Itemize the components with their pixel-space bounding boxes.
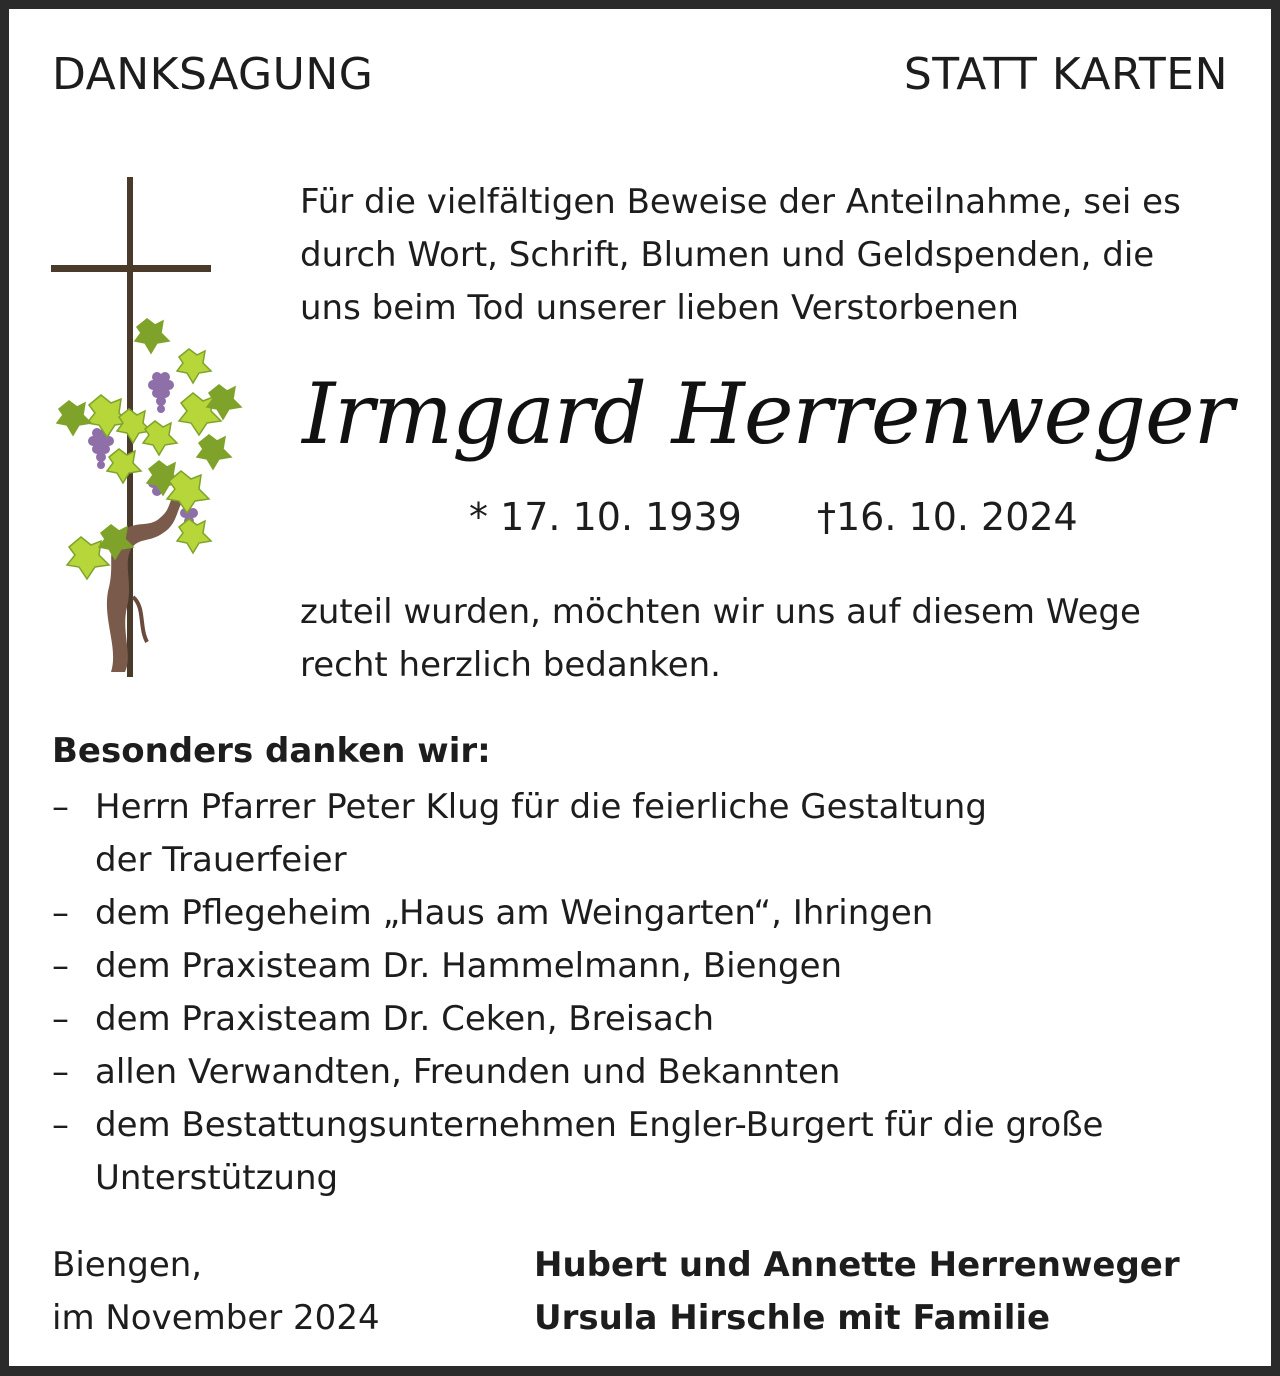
thanks-list xyxy=(52,781,1252,1205)
list-item-line: Herrn Pfarrer Peter Klug für die feierliche Gestaltung xyxy=(95,787,987,827)
intro-line: uns beim Tod unserer lieben Verstorbenen xyxy=(300,288,1019,328)
dash-bullet: – xyxy=(52,893,69,933)
obituary-card xyxy=(9,9,1271,1366)
place-date xyxy=(52,1239,380,1345)
dash-bullet: – xyxy=(52,946,69,986)
intro-text xyxy=(300,176,1245,335)
thanks-heading: Besonders danken wir: xyxy=(52,731,491,771)
date-line: im November 2024 xyxy=(52,1298,380,1338)
list-item-line: der Trauerfeier xyxy=(95,840,347,880)
signer-line: Hubert und Annette Herrenweger xyxy=(534,1245,1180,1285)
intro-line: durch Wort, Schrift, Blumen und Geldspenden, die xyxy=(300,235,1155,275)
list-item-line: dem Bestattungsunternehmen Engler-Burgert für die große xyxy=(95,1105,1104,1145)
after-text xyxy=(300,586,1245,692)
list-item-line: allen Verwandten, Freunden und Bekannten xyxy=(95,1052,841,1092)
birth-date: * 17. 10. 1939 xyxy=(469,495,742,539)
header-danksagung: DANKSAGUNG xyxy=(52,49,374,100)
dash-bullet: – xyxy=(52,787,69,827)
dash-bullet: – xyxy=(52,1052,69,1092)
list-item-line: dem Praxisteam Dr. Ceken, Breisach xyxy=(95,999,715,1039)
header-statt-karten: STATT KARTEN xyxy=(903,49,1228,100)
list-item-line: Unterstützung xyxy=(95,1158,339,1198)
dash-bullet: – xyxy=(52,999,69,1039)
intro-line: Für die vielfältigen Beweise der Anteilnahme, sei es xyxy=(300,182,1181,222)
list-item xyxy=(52,781,1252,887)
after-line: recht herzlich bedanken. xyxy=(300,645,721,685)
list-item-line: dem Pflegeheim „Haus am Weingarten“, Ihringen xyxy=(95,893,934,933)
list-item-line: dem Praxisteam Dr. Hammelmann, Biengen xyxy=(95,946,843,986)
death-date: †16. 10. 2024 xyxy=(817,495,1078,539)
deceased-name: Irmgard Herrenweger xyxy=(302,365,1233,463)
place-line: Biengen, xyxy=(52,1245,203,1285)
list-item xyxy=(52,887,1252,940)
signer-line: Ursula Hirschle mit Familie xyxy=(534,1298,1051,1338)
dash-bullet: – xyxy=(52,1105,69,1145)
after-line: zuteil wurden, möchten wir uns auf diesem Wege xyxy=(300,592,1141,632)
cross-with-grapevine-icon xyxy=(49,177,249,682)
signers xyxy=(534,1239,1180,1345)
list-item xyxy=(52,1046,1252,1099)
list-item xyxy=(52,993,1252,1046)
list-item xyxy=(52,940,1252,993)
list-item xyxy=(52,1099,1252,1205)
